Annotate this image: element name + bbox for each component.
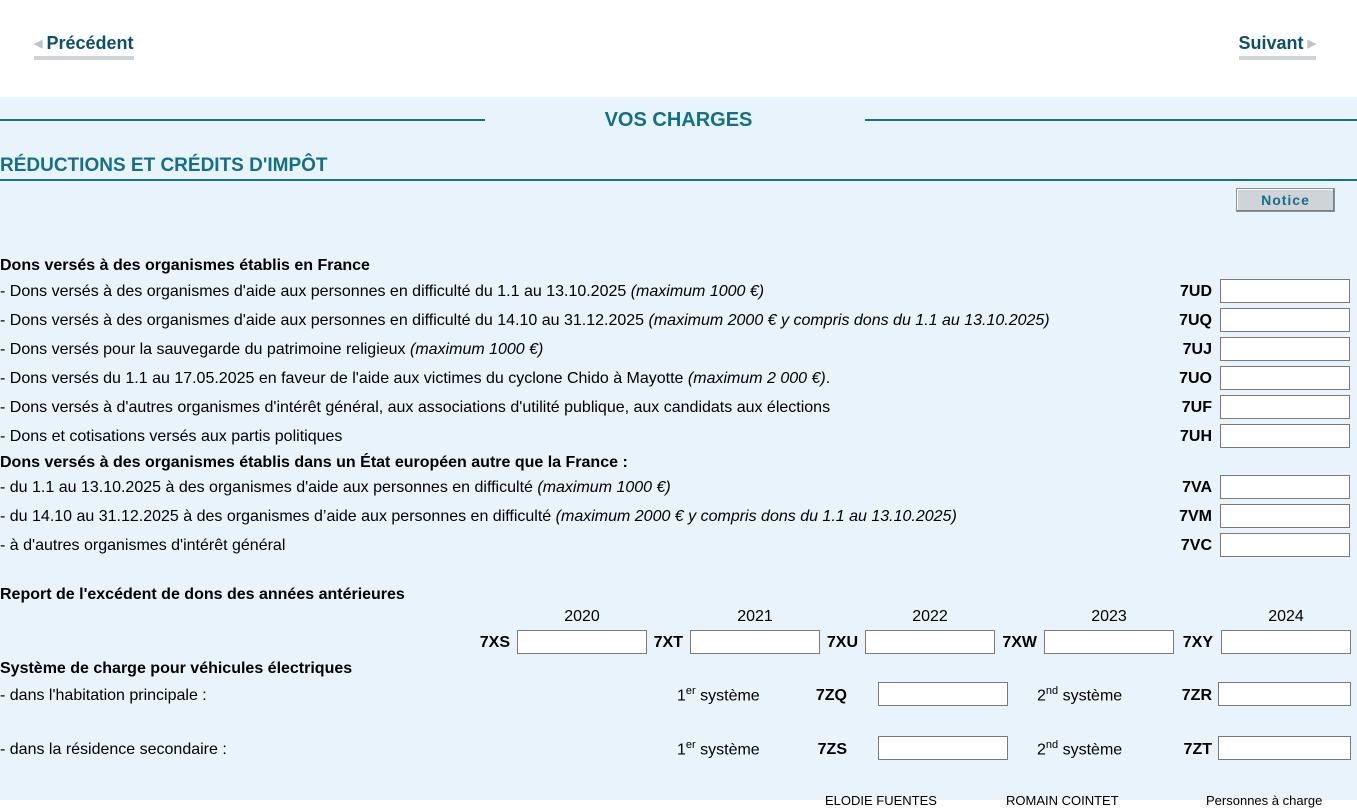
code-7uq: 7UQ: [1179, 312, 1212, 329]
row-text: - du 14.10 au 31.12.2025 à des organismes d’aide aux personnes en difficulté: [0, 508, 556, 525]
field-7xs[interactable]: [517, 630, 647, 654]
row-text: - à d'autres organismes d'intérêt général: [0, 537, 286, 554]
previous-label: Précédent: [46, 33, 134, 53]
row-note: (maximum 1000 €): [537, 479, 671, 496]
first-system-label: 1er système: [677, 685, 760, 705]
code-7va: 7VA: [1182, 479, 1212, 496]
code-7zs: 7ZS: [817, 741, 847, 758]
row-label-7ud: [0, 283, 764, 301]
field-7xt[interactable]: [690, 630, 820, 654]
code-7ud: 7UD: [1179, 283, 1212, 300]
field-7zt[interactable]: [1218, 736, 1351, 760]
row-text: - du 1.1 au 13.10.2025 à des organismes d'aide aux personnes en difficulté: [0, 479, 538, 496]
code-7vm: 7VM: [1179, 508, 1212, 525]
second-system-label: 2nd système: [1037, 739, 1123, 759]
next-label: Suivant: [1238, 33, 1304, 53]
field-7uj[interactable]: [1220, 337, 1350, 361]
row-text: - Dons versés pour la sauvegarde du patrimoine religieux: [0, 341, 410, 358]
field-7uq[interactable]: [1220, 308, 1350, 332]
row-suffix: .: [825, 370, 831, 387]
year-2020: 2020: [564, 608, 600, 625]
europe-heading: Dons versés à des organismes établis dans un État européen autre que la France :: [0, 454, 628, 471]
row-note: (maximum 2000 € y compris dons du 1.1 au 13.10.2025): [555, 508, 957, 525]
declarant-2-header: ROMAIN COINTET: [1006, 793, 1119, 808]
next-link[interactable]: [1239, 33, 1316, 60]
notice-button[interactable]: Notice: [1236, 188, 1335, 212]
ev-row-secondary-label: - dans la résidence secondaire :: [0, 741, 227, 758]
triangle-left-icon: ◀: [34, 38, 43, 50]
row-label-7vm: [0, 508, 957, 526]
code-7xu: 7XU: [826, 634, 858, 651]
code-7xs: 7XS: [479, 634, 510, 651]
field-7uh[interactable]: [1220, 424, 1350, 448]
field-7xy[interactable]: [1221, 630, 1351, 654]
code-7xy: 7XY: [1182, 634, 1213, 651]
year-2021: 2021: [737, 608, 773, 625]
code-7uh: 7UH: [1179, 428, 1212, 445]
code-7uj: 7UJ: [1182, 341, 1212, 358]
top-navigation: [0, 0, 1357, 97]
second-system-label: 2nd système: [1037, 685, 1123, 705]
row-note: (maximum 1000 €): [410, 341, 544, 358]
row-text: - Dons versés du 1.1 au 17.05.2025 en faveur de l'aide aux victimes du cyclone Chido à Mayotte: [0, 370, 688, 387]
field-7zs[interactable]: [878, 736, 1008, 760]
declarant-1-header: ELODIE FUENTES: [825, 793, 937, 808]
field-7va[interactable]: [1220, 475, 1350, 499]
row-label-7uf: [0, 399, 830, 417]
section-title: VOS CHARGES: [604, 109, 753, 131]
triangle-right-icon: ▶: [1307, 38, 1316, 50]
row-label-7uo: [0, 370, 830, 388]
row-label-7va: [0, 479, 671, 497]
field-7xw[interactable]: [1044, 630, 1174, 654]
row-label-7uh: [0, 428, 342, 446]
code-7zr: 7ZR: [1181, 687, 1212, 704]
code-7zt: 7ZT: [1183, 741, 1212, 758]
code-7uo: 7UO: [1179, 370, 1212, 387]
first-system-label: 1er système: [677, 739, 760, 759]
ev-row-main-label: - dans l'habitation principale :: [0, 687, 207, 704]
france-heading: Dons versés à des organismes établis en France: [0, 257, 370, 274]
row-note: (maximum 2 000 €): [687, 370, 826, 387]
row-label-7uq: [0, 312, 1050, 330]
row-text: - Dons versés à d'autres organismes d'intérêt général, aux associations d'utilité publique, aux candidats aux élections: [0, 399, 831, 416]
code-7vc: 7VC: [1180, 537, 1212, 554]
ev-heading: Système de charge pour véhicules électriques: [0, 660, 353, 677]
row-label-7uj: [0, 341, 543, 359]
field-7vm[interactable]: [1220, 504, 1350, 528]
field-7uo[interactable]: [1220, 366, 1350, 390]
dependents-header: Personnes à charge: [1206, 793, 1323, 808]
report-heading: Report de l'excédent de dons des années antérieures: [0, 586, 405, 603]
year-2022: 2022: [912, 608, 948, 625]
field-7zq[interactable]: [878, 682, 1008, 706]
subsection-title: RÉDUCTIONS ET CRÉDITS D'IMPÔT: [0, 155, 1357, 181]
code-7xt: 7XT: [653, 634, 683, 651]
field-7vc[interactable]: [1220, 533, 1350, 557]
row-label-7vc: [0, 537, 285, 555]
field-7zr[interactable]: [1218, 682, 1351, 706]
row-text: - Dons versés à des organismes d'aide aux personnes en difficulté du 1.1 au 13.10.2025: [0, 283, 631, 300]
year-2024: 2024: [1268, 608, 1304, 625]
field-7ud[interactable]: [1220, 279, 1350, 303]
code-7zq: 7ZQ: [815, 687, 847, 704]
previous-link[interactable]: [34, 33, 134, 60]
field-7xu[interactable]: [865, 630, 995, 654]
code-7xw: 7XW: [1002, 634, 1037, 651]
year-2023: 2023: [1091, 608, 1127, 625]
row-note: (maximum 2000 € y compris dons du 1.1 au 13.10.2025): [648, 312, 1050, 329]
form-panel: [0, 97, 1357, 808]
code-7uf: 7UF: [1181, 399, 1212, 416]
field-7uf[interactable]: [1220, 395, 1350, 419]
row-text: - Dons versés à des organismes d'aide aux personnes en difficulté du 14.10 au 31.12.2025: [0, 312, 649, 329]
row-note: (maximum 1000 €): [630, 283, 765, 300]
row-text: - Dons et cotisations versés aux partis politiques: [0, 428, 343, 445]
